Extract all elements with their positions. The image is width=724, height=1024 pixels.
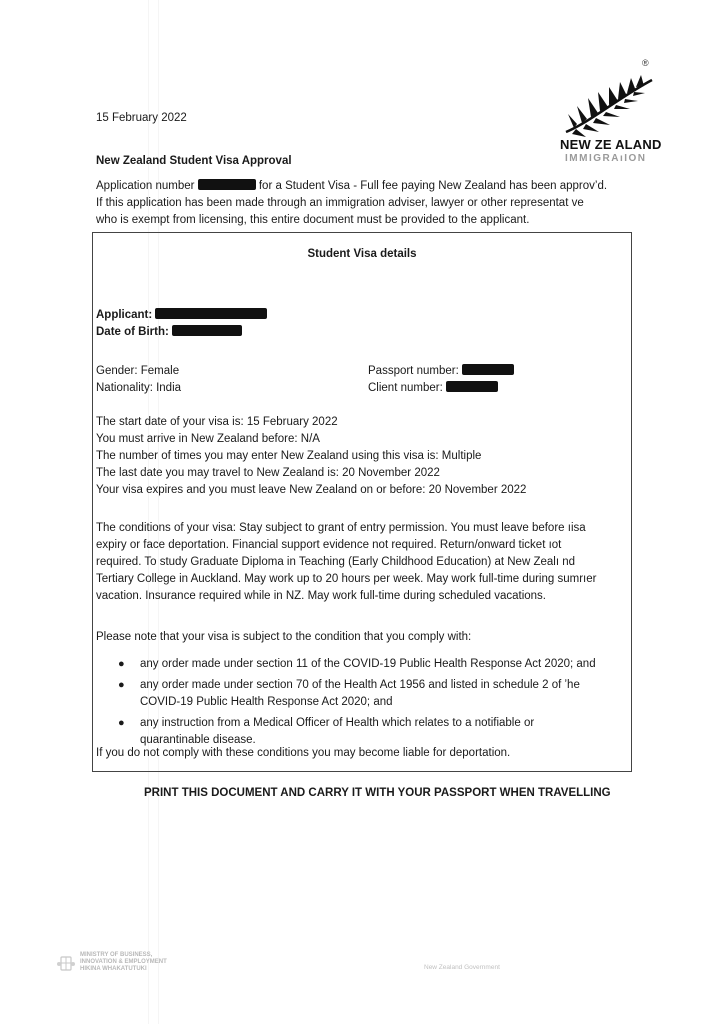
visa-conditions-line: vacation. Insurance required while in NZ. May work full-time during scheduled vacations.	[96, 590, 546, 602]
logo-subtitle: IMMIGRAıION	[565, 153, 647, 164]
visa-date-line: You must arrive in New Zealand before: N/A	[96, 433, 320, 445]
bullet-icon: ●	[118, 717, 125, 729]
client-label: Client number:	[368, 382, 443, 394]
print-notice: PRINT THIS DOCUMENT AND CARRY IT WITH YOUR PASSPORT WHEN TRAVELLING	[144, 787, 611, 799]
redacted-applicant-name	[155, 308, 267, 319]
compliance-item-text: quarantinable disease.	[140, 734, 256, 746]
compliance-item-text: any order made under section 11 of the COVID-19 Public Health Response Act 2020; and	[140, 658, 596, 670]
passport-label: Passport number:	[368, 365, 459, 377]
intro-line-1-suffix: for a Student Visa - Full fee paying New Zealand has been approv’d.	[258, 180, 608, 192]
ministry-line: MINISTRY OF BUSINESS,	[80, 952, 153, 958]
bullet-icon: ●	[118, 679, 125, 691]
dob-label: Date of Birth:	[96, 326, 169, 338]
visa-conditions-line: Tertiary College in Auckland. May work up to 20 hours per week. May work full-time during sumrıer	[96, 573, 597, 585]
redacted-client-number	[446, 381, 498, 392]
government-footer: New Zealand Government	[424, 964, 500, 971]
visa-conditions-line: The conditions of your visa: Stay subject to grant of entry permission. You must leave before ıisa	[96, 522, 586, 534]
compliance-item-text: COVID-19 Public Health Response Act 2020; and	[140, 696, 393, 708]
document-date: 15 February 2022	[96, 112, 187, 124]
visa-conditions-line: required. To study Graduate Diploma in Teaching (Early Childhood Education) at New Zealı nd	[96, 556, 576, 568]
ministry-line: HIKINA WHAKATUTUKI	[80, 966, 147, 972]
client-row	[368, 380, 498, 397]
document-heading: New Zealand Student Visa Approval	[96, 155, 292, 167]
ministry-footer	[80, 952, 167, 973]
compliance-note: Please note that your visa is subject to the condition that you comply with:	[96, 631, 472, 643]
redacted-application-number	[198, 179, 256, 190]
visa-date-line: The last date you may travel to New Zealand is: 20 November 2022	[96, 467, 440, 479]
passport-row	[368, 363, 514, 380]
ministry-line: INNOVATION & EMPLOYMENT	[80, 959, 167, 965]
visa-conditions-line: expiry or face deportation. Financial support evidence not required. Return/onward ticket ıot	[96, 539, 562, 551]
bullet-icon: ●	[118, 658, 125, 670]
gender-field: Gender: Female	[96, 365, 180, 377]
intro-line-1-prefix: Application number	[96, 180, 195, 192]
applicant-label: Applicant:	[96, 309, 153, 321]
closing-statement: If you do not comply with these conditions you may become liable for deportation.	[96, 747, 511, 759]
visa-date-line: The number of times you may enter New Zealand using this visa is: Multiple	[96, 450, 482, 462]
compliance-list	[118, 656, 596, 749]
visa-date-line: Your visa expires and you must leave New Zealand on or before: 20 November 2022	[96, 484, 527, 496]
visa-date-line: The start date of your visa is: 15 February 2022	[96, 416, 338, 428]
visa-conditions	[96, 520, 596, 605]
intro-line-1	[96, 178, 607, 195]
dob-row	[96, 324, 242, 341]
intro-line-3: who is exempt from licensing, this entire document must be provided to the applicant.	[96, 214, 530, 226]
visa-details-title: Student Visa details	[307, 248, 417, 260]
redacted-passport-number	[462, 364, 514, 375]
nz-coat-of-arms-icon	[56, 954, 76, 974]
compliance-item	[118, 715, 596, 749]
redacted-dob	[172, 325, 242, 336]
applicant-row	[96, 307, 267, 324]
compliance-item	[118, 656, 596, 673]
compliance-item-text: any order made under section 70 of the Health Act 1956 and listed in schedule 2 of ʼhe	[140, 679, 580, 691]
nationality-field: Nationality: India	[96, 382, 182, 394]
compliance-item-text: any instruction from a Medical Officer of Health which relates to a notifiable or	[140, 717, 535, 729]
visa-dates	[96, 414, 526, 499]
logo-title: NEW ZE ALAND	[560, 137, 662, 152]
intro-line-2: If this application has been made through an immigration adviser, lawyer or other representat ve	[96, 197, 584, 209]
registered-mark: ®	[642, 58, 649, 68]
compliance-item	[118, 677, 596, 711]
